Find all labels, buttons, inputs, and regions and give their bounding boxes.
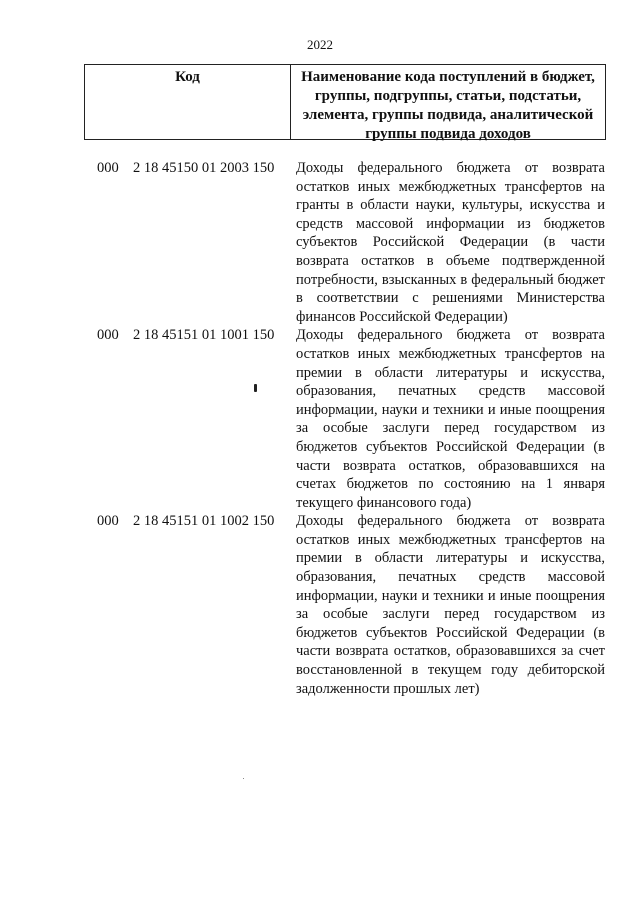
scan-dot [243, 778, 244, 779]
scan-mark [254, 384, 257, 392]
table-row [97, 159, 607, 326]
admin-code: 000 [97, 327, 119, 344]
budget-code: 2 18 45151 01 1001 150 [133, 327, 275, 344]
admin-code: 000 [97, 513, 119, 530]
income-code-list [97, 159, 607, 698]
code-description: Доходы федерального бюджета от возврата остатков иных межбюджетных трансфертов на премии в области литературы и искусства, образования, печатных средств массовой информации, науки и техники и иные поощрения за особые заслуги перед государством из бюджетов субъектов Российской Федерации (в части возврата остатков, образовавшихся за счет восстановленной в текущем году дебиторской задолженности прошлых лет) [296, 513, 605, 697]
table-row [97, 326, 607, 512]
budget-code: 2 18 45151 01 1002 150 [133, 513, 275, 530]
code-description: Доходы федерального бюджета от возврата остатков иных межбюджетных трансфертов на гранты в области науки, культуры, искусства и средств массовой информации из бюджетов субъектов Российской Федерации (в части возврата остатков в объеме подтвержденной потребности, взысканных в федеральный бюджет в соответствии с решениями Министерства финансов Российской Федерации) [296, 160, 605, 325]
code-column-header: Код [85, 65, 291, 139]
code-description: Доходы федерального бюджета от возврата остатков иных межбюджетных трансфертов на премии в области литературы и искусства, образования, печатных средств массовой информации, науки и техники и иные поощрения за особые заслуги перед государством из бюджетов субъектов Российской Федерации (в части возврата остатков, образовавшихся на счетах бюджетов по состоянию на 1 января текущего финансового года) [296, 327, 605, 511]
table-row [97, 512, 607, 698]
budget-code: 2 18 45150 01 2003 150 [133, 160, 275, 176]
page-number: 2022 [307, 37, 333, 52]
admin-code: 000 [97, 160, 119, 176]
table-header [84, 64, 606, 140]
name-column-header: Наименование кода поступлений в бюджет, группы, подгруппы, статьи, подстатьи, элемента, группы подвида, аналитической группы подвида доходов [301, 69, 595, 142]
